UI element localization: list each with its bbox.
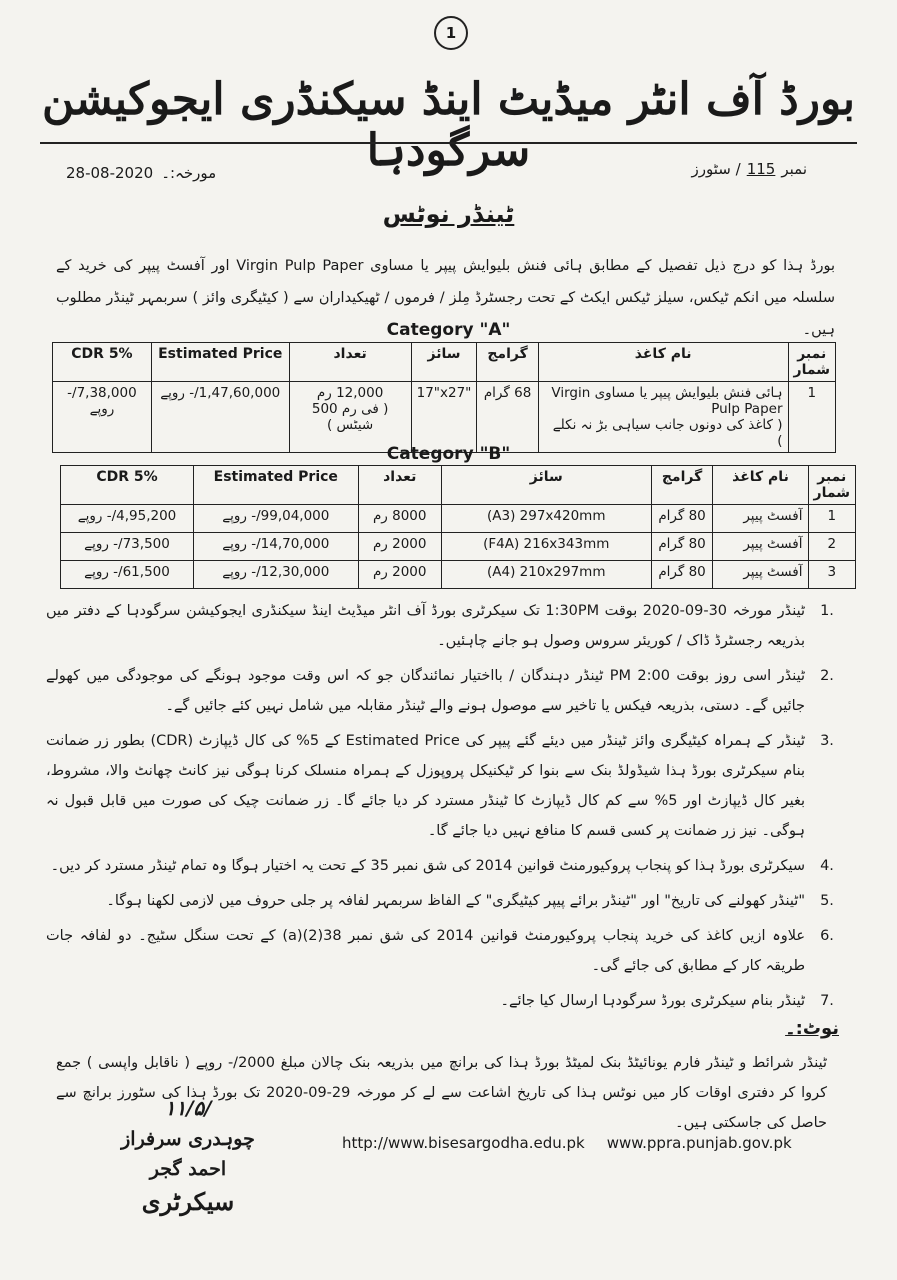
header-cdr: CDR 5% bbox=[61, 466, 194, 505]
cell-size: 17"x27" bbox=[411, 382, 477, 453]
item-number: 6. bbox=[820, 928, 834, 944]
cell-size: (A3) 297x420mm bbox=[441, 505, 651, 533]
quantity-value: 12,000 رم bbox=[316, 385, 384, 401]
cell-estimated-price: 12,30,000/- روپے bbox=[194, 561, 359, 589]
intro-paragraph: بورڈ ہذا کو درج ذیل تفصیل کے مطابق ہائی فنش بلیوایش پیپر یا مساوی Virgin Pulp Paper اور آفسٹ پیپر کی خرید کے سلسلہ میں انکم ٹیکس، سیلز ٹیکس ایکٹ کے تحت رجسٹرڈ مِلز / فرموں / ٹھیکیداران سے ( کیٹیگری وائز ) سربمہر ٹینڈر مطلوب ہیں۔ bbox=[56, 258, 835, 338]
cell-paper: آفسٹ پیپر bbox=[713, 561, 808, 589]
page-number: 1 bbox=[434, 16, 468, 50]
reference-label: نمبر bbox=[781, 160, 807, 178]
table-row bbox=[61, 533, 856, 561]
item-number: 2. bbox=[820, 668, 834, 684]
header-paper: نام کاغذ bbox=[713, 466, 808, 505]
header-size: سائز bbox=[411, 343, 477, 382]
cell-estimated-price: 1,47,60,000/- روپے bbox=[151, 382, 289, 453]
category-b-label: Category "B" bbox=[386, 444, 511, 464]
cell-paper: آفسٹ پیپر bbox=[713, 505, 808, 533]
category-b-header-row bbox=[61, 466, 856, 505]
conditions-list bbox=[46, 596, 849, 1021]
item-text: "ٹینڈر کھولنے کی تاریخ" اور "ٹینڈر برائے پیپر کیٹیگری" کے الفاظ سربمہر لفافہ پر جلی حروف میں لازمی لکھنا ہوگا۔ bbox=[106, 893, 805, 909]
item-number: 5. bbox=[820, 893, 834, 909]
paper-note: ( کاغذ کی دونوں جانب سیاہی بڑ نہ نکلے ) bbox=[552, 417, 783, 449]
board-website-link[interactable]: http://www.bisesargodha.edu.pk bbox=[342, 1134, 585, 1152]
header-serial: نمبر شمار bbox=[788, 343, 835, 382]
item-number: 4. bbox=[820, 858, 834, 874]
cell-paper: آفسٹ پیپر bbox=[713, 533, 808, 561]
list-item bbox=[46, 726, 849, 846]
cell-size: (A4) 210x297mm bbox=[441, 561, 651, 589]
reference-line bbox=[692, 160, 807, 178]
cell-grammage: 80 گرام bbox=[651, 533, 713, 561]
cell-serial: 3 bbox=[808, 561, 855, 589]
cell-grammage: 80 گرام bbox=[651, 561, 713, 589]
notice-title: ٹینڈر نوٹس bbox=[382, 200, 515, 228]
list-item bbox=[46, 596, 849, 656]
cell-serial: 2 bbox=[808, 533, 855, 561]
header-estimated-price: Estimated Price bbox=[151, 343, 289, 382]
signatory-designation: سیکرٹری bbox=[141, 1187, 235, 1216]
header-grammage: گرامج bbox=[477, 343, 538, 382]
list-item bbox=[46, 851, 849, 881]
table-row bbox=[61, 561, 856, 589]
quantity-note: ( فی رم 500 شیٹس ) bbox=[311, 401, 389, 433]
item-number: 7. bbox=[820, 993, 834, 1009]
cell-size: (F4A) 216x343mm bbox=[441, 533, 651, 561]
header-estimated-price: Estimated Price bbox=[194, 466, 359, 505]
cell-paper bbox=[538, 382, 788, 453]
header-serial: نمبر شمار bbox=[808, 466, 855, 505]
board-title: بورڈ آف انٹر میڈیٹ اینڈ سیکنڈری ایجوکیشن سرگودہا bbox=[42, 74, 855, 176]
cell-quantity: 2000 رم bbox=[358, 533, 441, 561]
header-grammage: گرامج bbox=[651, 466, 713, 505]
date-line bbox=[66, 164, 216, 182]
title-divider bbox=[40, 142, 857, 144]
category-b-table bbox=[60, 465, 856, 589]
cell-estimated-price: 14,70,000/- روپے bbox=[194, 533, 359, 561]
item-text: علاوہ ازیں کاغذ کی خرید پنجاب پروکیورمنٹ قوانین 2014 کی شق نمبر 38(2)(a) کے تحت سنگل سٹیج۔ دو لفافہ جات طریقہ کار کے مطابق کی جائے گی۔ bbox=[46, 928, 805, 974]
paper-name: ہائی فنش بلیوایش پیپر یا مساوی Virgin Pulp Paper bbox=[551, 385, 783, 417]
list-item bbox=[46, 661, 849, 721]
cell-cdr: 73,500/- روپے bbox=[61, 533, 194, 561]
cell-quantity: 2000 رم bbox=[358, 561, 441, 589]
list-item bbox=[46, 986, 849, 1016]
header-quantity: تعداد bbox=[289, 343, 411, 382]
item-text: ٹینڈر اسی روز بوقت 2:00 PM ٹینڈر دہندگان / بااختیار نمائندگان جو کہ اس وقت موجود ہونگے کی موجودگی میں کھولے جائیں گے۔ دستی، بذریعہ فیکس یا تاخیر سے موصول ہونے والے ٹینڈر مقابلہ میں شامل نہیں کئے جائیں گے۔ bbox=[46, 668, 805, 714]
cell-quantity: 8000 رم bbox=[358, 505, 441, 533]
reference-suffix: / سٹورز bbox=[691, 160, 741, 178]
cell-grammage: 68 گرام bbox=[477, 382, 538, 453]
note-label: نوٹ:۔ bbox=[785, 1018, 839, 1039]
item-number: 3. bbox=[820, 733, 834, 749]
date-value: 28-08-2020 bbox=[66, 164, 154, 182]
signature-mark: /۱۱/۵ bbox=[164, 1096, 212, 1120]
item-text: ٹینڈر کے ہمراہ کیٹیگری وائز ٹینڈر میں دیئے گئے پیپر کی Estimated Price کے 5% کی کال ڈیپازٹ (CDR) بطور زر ضمانت بنام سیکرٹری بورڈ ہذا شیڈولڈ بنک سے بنوا کر ٹیکنیکل پروپوزل کے ہمراہ منسلک کرنا ہوگی نیز کانٹ چھانٹ والا، مشروط، بغیر کال ڈیپازٹ اور 5% سے کم کال ڈیپازٹ کا ٹینڈر مسترد کر دیا جائے گا۔ زر ضمانت چیک کی صورت میں قابل قبول نہ ہوگی۔ نیز زر ضمانت پر کسی قسم کا منافع نہیں دیا جائے گا۔ bbox=[46, 733, 806, 839]
category-a-table bbox=[52, 342, 836, 453]
website-links bbox=[342, 1134, 792, 1152]
list-item bbox=[46, 921, 849, 981]
signature-block bbox=[108, 1096, 268, 1220]
cell-cdr: 4,95,200/- روپے bbox=[61, 505, 194, 533]
ppra-website-link[interactable]: www.ppra.punjab.gov.pk bbox=[606, 1134, 792, 1152]
item-text: ٹینڈر بنام سیکرٹری بورڈ سرگودہا ارسال کیا جائے۔ bbox=[500, 993, 805, 1009]
cell-grammage: 80 گرام bbox=[651, 505, 713, 533]
note-paragraph: ٹینڈر شرائط و ٹینڈر فارم یونائیٹڈ بنک لمیٹڈ بورڈ ہذا کی برانچ میں بذریعہ بنک چالان مبلغ 2000/- روپے ( ناقابل واپسی ) جمع کروا کر دفتری اوقات کار میں نوٹس ہذا کی تاریخ اشاعت سے لے کر مورخہ 29-09-2020 تک بورڈ ہذا کی سٹورز برانچ سے حاصل کی جاسکتی ہیں۔ bbox=[56, 1055, 828, 1131]
cell-serial: 1 bbox=[788, 382, 835, 453]
category-a-label: Category "A" bbox=[386, 320, 511, 340]
header-size: سائز bbox=[441, 466, 651, 505]
list-item bbox=[46, 886, 849, 916]
item-text: ٹینڈر مورخہ 30-09-2020 بوقت 1:30PM تک سیکرٹری بورڈ آف انٹر میڈیٹ اینڈ سیکنڈری ایجوکیشن سرگودہا کے دفتر میں بذریعہ رجسٹرڈ ڈاک / کوریئر سروس وصول ہو جانے چاہئیں۔ bbox=[46, 603, 805, 649]
header-cdr: CDR 5% bbox=[53, 343, 152, 382]
table-row bbox=[61, 505, 856, 533]
table-row bbox=[53, 382, 836, 453]
signatory-name: چوہدری سرفراز احمد گجر bbox=[121, 1128, 255, 1180]
header-paper: نام کاغذ bbox=[538, 343, 788, 382]
category-a-header-row bbox=[53, 343, 836, 382]
cell-serial: 1 bbox=[808, 505, 855, 533]
header-quantity: تعداد bbox=[358, 466, 441, 505]
item-text: سیکرٹری بورڈ ہذا کو پنجاب پروکیورمنٹ قوانین 2014 کی شق نمبر 35 کے تحت یہ اختیار ہوگا وہ تمام ٹینڈر مسترد کر دیں۔ bbox=[50, 858, 805, 874]
cell-cdr: 61,500/- روپے bbox=[61, 561, 194, 589]
item-number: 1. bbox=[820, 603, 834, 619]
cell-estimated-price: 99,04,000/- روپے bbox=[194, 505, 359, 533]
cell-cdr: 7,38,000/- روپے bbox=[53, 382, 152, 453]
reference-number: 115 bbox=[746, 160, 776, 178]
date-label: مورخہ:۔ bbox=[161, 164, 217, 182]
cell-quantity bbox=[289, 382, 411, 453]
